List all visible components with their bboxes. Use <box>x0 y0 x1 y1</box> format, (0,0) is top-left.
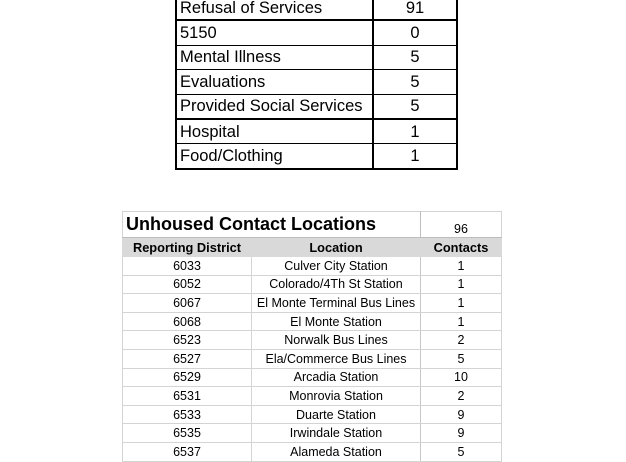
service-count: 1 <box>373 144 457 169</box>
locations-header-row <box>123 238 502 257</box>
table-row <box>123 257 502 276</box>
services-row <box>176 0 457 20</box>
locations-title-row <box>123 212 502 238</box>
location-cell: Colorado/4Th St Station <box>252 275 421 294</box>
location-cell: Ela/Commerce Bus Lines <box>252 349 421 368</box>
contacts-cell: 1 <box>421 257 502 276</box>
column-header-location: Location <box>252 238 421 257</box>
contacts-cell: 5 <box>421 349 502 368</box>
service-count: 5 <box>373 45 457 69</box>
reporting-district-cell: 6529 <box>123 368 252 387</box>
table-row <box>123 368 502 387</box>
reporting-district-cell: 6527 <box>123 349 252 368</box>
locations-table-body <box>123 212 502 462</box>
services-row <box>176 119 457 144</box>
services-table-body <box>176 0 457 169</box>
column-header-contacts: Contacts <box>421 238 502 257</box>
service-label: Evaluations <box>176 70 373 94</box>
table-row <box>123 331 502 350</box>
services-row <box>176 70 457 94</box>
service-count: 91 <box>373 0 457 20</box>
reporting-district-cell: 6523 <box>123 331 252 350</box>
reporting-district-cell: 6033 <box>123 257 252 276</box>
contacts-cell: 2 <box>421 387 502 406</box>
contacts-cell: 2 <box>421 331 502 350</box>
contacts-cell: 1 <box>421 294 502 313</box>
table-row <box>123 275 502 294</box>
reporting-district-cell: 6052 <box>123 275 252 294</box>
service-label: 5150 <box>176 20 373 45</box>
contact-locations-table <box>122 211 502 462</box>
locations-table-title: Unhoused Contact Locations <box>123 212 421 238</box>
reporting-district-cell: 6067 <box>123 294 252 313</box>
reporting-district-cell: 6537 <box>123 442 252 461</box>
service-label: Food/Clothing <box>176 144 373 169</box>
contacts-cell: 10 <box>421 368 502 387</box>
reporting-district-cell: 6533 <box>123 405 252 424</box>
table-row <box>123 387 502 406</box>
total-contacts: 96 <box>421 212 502 238</box>
contacts-cell: 1 <box>421 275 502 294</box>
contacts-cell: 9 <box>421 405 502 424</box>
service-count: 1 <box>373 119 457 144</box>
services-summary-table <box>175 0 458 170</box>
reporting-district-cell: 6068 <box>123 312 252 331</box>
location-cell: El Monte Terminal Bus Lines <box>252 294 421 313</box>
service-count: 5 <box>373 70 457 94</box>
location-cell: Arcadia Station <box>252 368 421 387</box>
service-count: 5 <box>373 94 457 119</box>
services-row <box>176 144 457 169</box>
table-row <box>123 442 502 461</box>
table-row <box>123 294 502 313</box>
services-row <box>176 20 457 45</box>
location-cell: Culver City Station <box>252 257 421 276</box>
column-header-reporting-district: Reporting District <box>123 238 252 257</box>
location-cell: Alameda Station <box>252 442 421 461</box>
service-label: Hospital <box>176 119 373 144</box>
services-row <box>176 94 457 119</box>
location-cell: Irwindale Station <box>252 424 421 443</box>
table-row <box>123 312 502 331</box>
contacts-cell: 5 <box>421 442 502 461</box>
table-row <box>123 424 502 443</box>
location-cell: El Monte Station <box>252 312 421 331</box>
service-label: Provided Social Services <box>176 94 373 119</box>
contacts-cell: 1 <box>421 312 502 331</box>
reporting-district-cell: 6535 <box>123 424 252 443</box>
service-label: Mental Illness <box>176 45 373 69</box>
location-cell: Duarte Station <box>252 405 421 424</box>
location-cell: Monrovia Station <box>252 387 421 406</box>
service-count: 0 <box>373 20 457 45</box>
service-label: Refusal of Services <box>176 0 373 20</box>
location-cell: Norwalk Bus Lines <box>252 331 421 350</box>
table-row <box>123 405 502 424</box>
contacts-cell: 9 <box>421 424 502 443</box>
services-row <box>176 45 457 69</box>
table-row <box>123 349 502 368</box>
reporting-district-cell: 6531 <box>123 387 252 406</box>
